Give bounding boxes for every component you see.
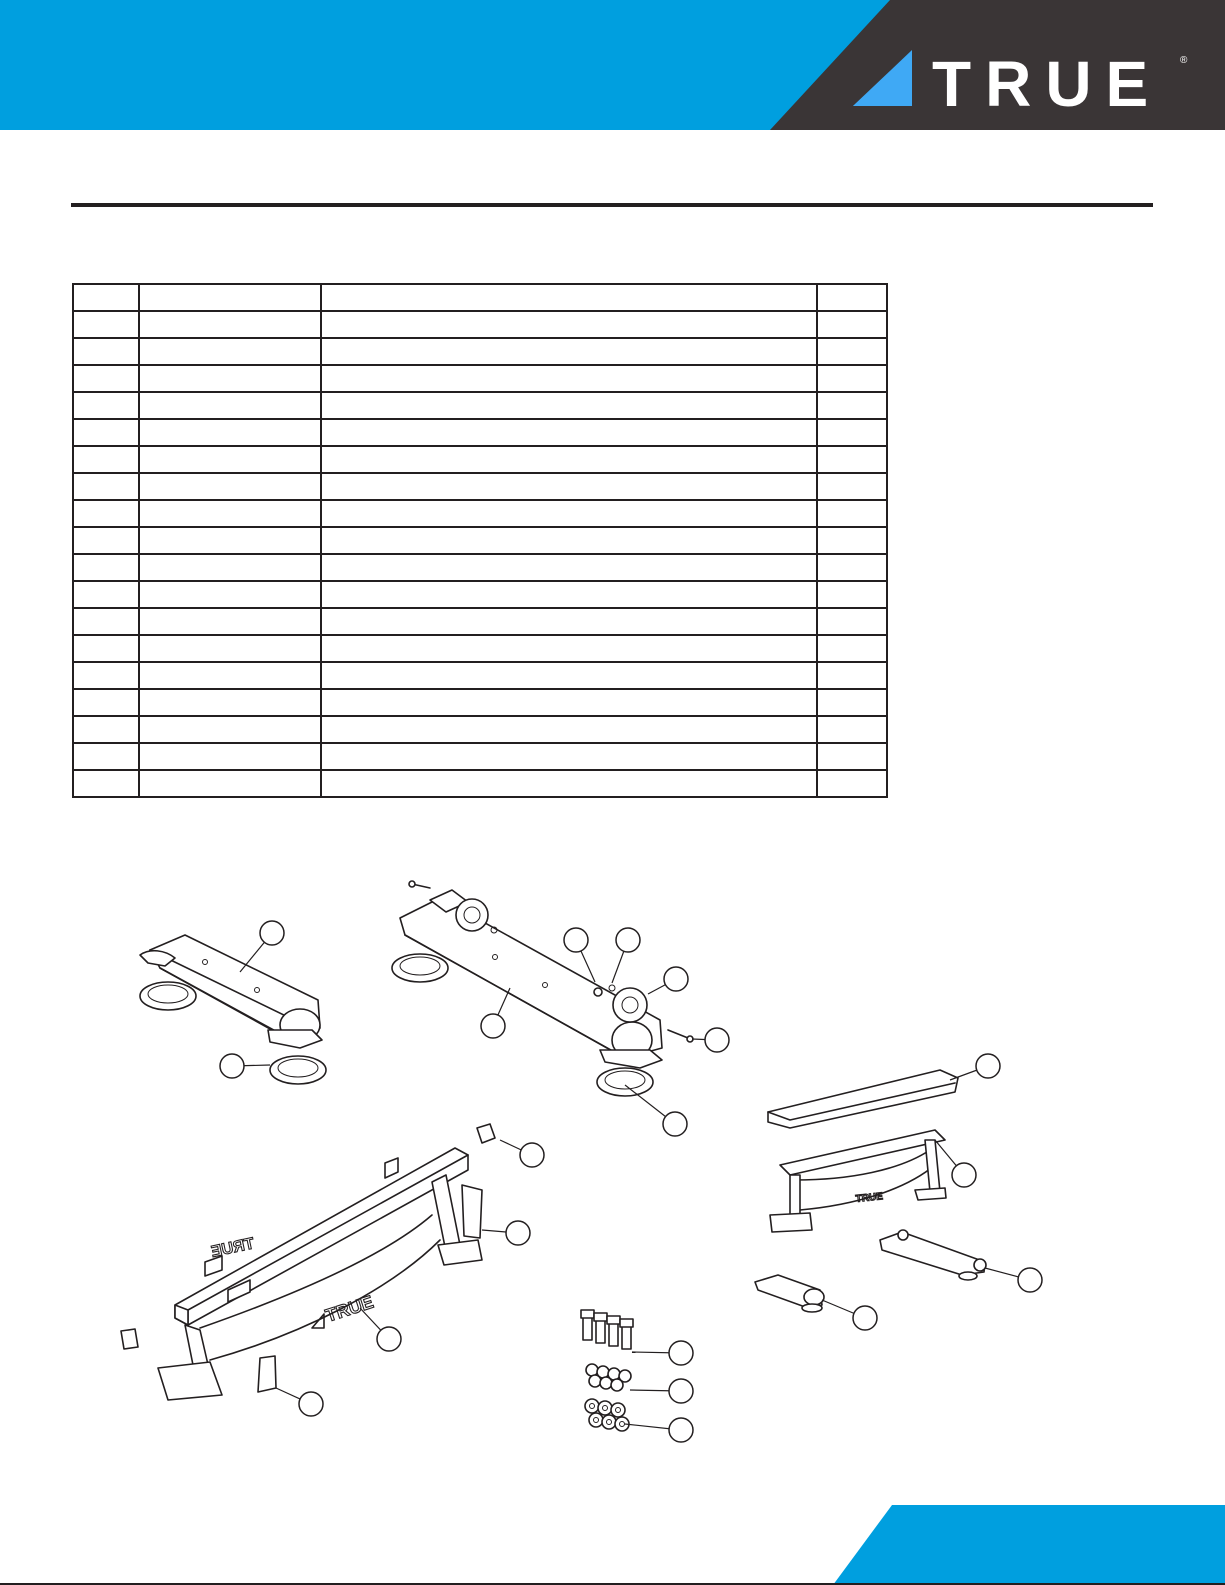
brand-name: TRUE — [932, 48, 1163, 120]
cell-quantity — [817, 581, 887, 608]
nuts — [586, 1364, 631, 1391]
callout-bubble — [663, 1112, 687, 1136]
callout-bubble — [260, 921, 284, 945]
cell-item — [73, 581, 139, 608]
cell-item — [73, 365, 139, 392]
cell-quantity — [817, 419, 887, 446]
cell-part-number — [139, 473, 321, 500]
registered-mark: ® — [1180, 55, 1188, 66]
cell-quantity — [817, 338, 887, 365]
cell-quantity — [817, 365, 887, 392]
table-row — [73, 392, 887, 419]
cell-item — [73, 716, 139, 743]
cell-item — [73, 419, 139, 446]
cell-item — [73, 662, 139, 689]
col-header-quantity — [817, 284, 887, 311]
table-row — [73, 554, 887, 581]
cell-part-number — [139, 770, 321, 797]
table-row — [73, 473, 887, 500]
table-row — [73, 365, 887, 392]
callout-bubble — [705, 1028, 729, 1052]
assembled-bench — [768, 1070, 958, 1232]
cell-quantity — [817, 662, 887, 689]
cell-description — [321, 581, 817, 608]
callout-bubble — [853, 1306, 877, 1330]
cell-description — [321, 689, 817, 716]
cell-part-number — [139, 392, 321, 419]
washers — [585, 1399, 629, 1431]
footer-band — [0, 1505, 1225, 1585]
front-stabilizer — [392, 881, 693, 1096]
cell-part-number — [139, 743, 321, 770]
callout-bubble — [669, 1341, 693, 1365]
cell-description — [321, 473, 817, 500]
parts-list-table — [72, 283, 888, 798]
table-row — [73, 689, 887, 716]
footer-blue-corner — [833, 1505, 1225, 1585]
cell-quantity — [817, 635, 887, 662]
cell-quantity — [817, 554, 887, 581]
callout-bubble — [664, 967, 688, 991]
cell-item — [73, 392, 139, 419]
table-row — [73, 635, 887, 662]
cell-item — [73, 446, 139, 473]
cell-description — [321, 365, 817, 392]
cell-part-number — [139, 500, 321, 527]
col-header-item — [73, 284, 139, 311]
cell-part-number — [139, 608, 321, 635]
cell-description — [321, 527, 817, 554]
cell-quantity — [817, 446, 887, 473]
cell-description — [321, 716, 817, 743]
cell-item — [73, 527, 139, 554]
cell-part-number — [139, 419, 321, 446]
cell-item — [73, 311, 139, 338]
table-header-row — [73, 284, 887, 311]
callout-bubble — [481, 1014, 505, 1038]
table-row — [73, 500, 887, 527]
cell-quantity — [817, 473, 887, 500]
cell-description — [321, 392, 817, 419]
cell-item — [73, 689, 139, 716]
cell-item — [73, 635, 139, 662]
cell-quantity — [817, 743, 887, 770]
wheel-2 — [613, 988, 647, 1022]
col-header-part-number — [139, 284, 321, 311]
header-banner — [0, 0, 1225, 130]
table-row — [73, 770, 887, 797]
cell-quantity — [817, 608, 887, 635]
table-row — [73, 338, 887, 365]
cell-part-number — [139, 635, 321, 662]
cell-part-number — [139, 338, 321, 365]
cell-description — [321, 500, 817, 527]
cell-item — [73, 338, 139, 365]
cell-quantity — [817, 770, 887, 797]
cell-description — [321, 419, 817, 446]
cell-description — [321, 770, 817, 797]
small-stabilizers — [755, 1230, 986, 1312]
table-row — [73, 716, 887, 743]
cell-item — [73, 743, 139, 770]
cell-quantity — [817, 527, 887, 554]
cell-item — [73, 554, 139, 581]
callout-bubble — [377, 1327, 401, 1351]
table-body — [73, 311, 887, 797]
callout-bubble — [520, 1143, 544, 1167]
cell-description — [321, 608, 817, 635]
col-header-description — [321, 284, 817, 311]
cell-part-number — [139, 446, 321, 473]
cell-quantity — [817, 392, 887, 419]
table-row — [73, 311, 887, 338]
callout-bubble — [952, 1163, 976, 1187]
cell-description — [321, 635, 817, 662]
cell-description — [321, 338, 817, 365]
cell-quantity — [817, 689, 887, 716]
table-row — [73, 581, 887, 608]
cell-description — [321, 446, 817, 473]
cell-quantity — [817, 311, 887, 338]
cell-part-number — [139, 662, 321, 689]
cell-description — [321, 743, 817, 770]
cell-description — [321, 311, 817, 338]
callout-bubble — [669, 1379, 693, 1403]
cell-description — [321, 662, 817, 689]
cell-part-number — [139, 554, 321, 581]
table-row — [73, 527, 887, 554]
frame-engraved-logo-mirrored: TRUE — [209, 1235, 256, 1261]
table-row — [73, 608, 887, 635]
exploded-parts-drawing — [0, 860, 1225, 1460]
table-row — [73, 446, 887, 473]
cell-part-number — [139, 716, 321, 743]
cell-quantity — [817, 716, 887, 743]
callout-bubble — [564, 928, 588, 952]
cell-item — [73, 770, 139, 797]
title-rule — [71, 203, 1153, 207]
callout-bubble — [1018, 1268, 1042, 1292]
cell-item — [73, 608, 139, 635]
cell-item — [73, 500, 139, 527]
cell-part-number — [139, 527, 321, 554]
callout-bubble — [299, 1392, 323, 1416]
bench-engraved-logo: TRUE — [855, 1191, 884, 1205]
wheel-1 — [456, 899, 488, 931]
callout-bubble — [669, 1418, 693, 1442]
cell-part-number — [139, 365, 321, 392]
frame-engraved-logo: TRUE — [323, 1291, 376, 1326]
cell-description — [321, 554, 817, 581]
callout-bubble — [506, 1221, 530, 1245]
table-row — [73, 743, 887, 770]
cell-part-number — [139, 311, 321, 338]
bolts — [581, 1310, 633, 1349]
cell-quantity — [817, 500, 887, 527]
cell-part-number — [139, 689, 321, 716]
callout-bubble — [616, 928, 640, 952]
main-frame — [121, 1124, 495, 1400]
cell-item — [73, 473, 139, 500]
callout-bubble — [976, 1054, 1000, 1078]
cell-part-number — [139, 581, 321, 608]
callout-bubble — [220, 1054, 244, 1078]
table-row — [73, 419, 887, 446]
table-row — [73, 662, 887, 689]
hardware-kit — [581, 1310, 633, 1431]
